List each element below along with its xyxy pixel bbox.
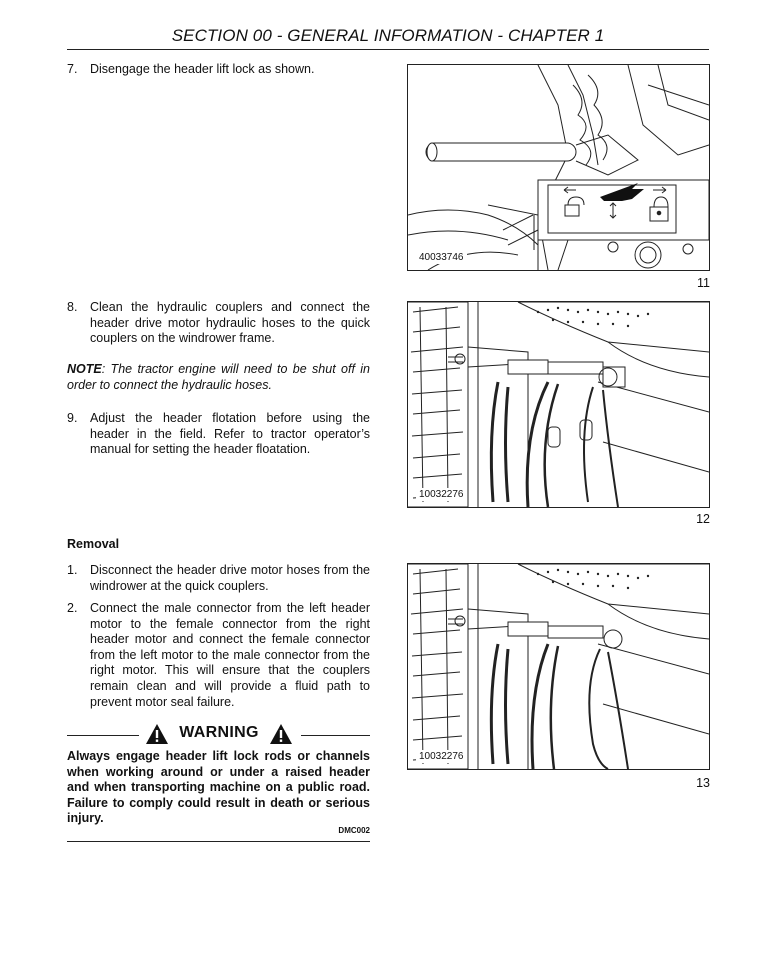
warning-code: DMC002 (338, 826, 370, 835)
removal-step-1 (67, 563, 370, 594)
warning-label: WARNING (179, 724, 259, 741)
page-header: SECTION 00 - GENERAL INFORMATION - CHAPTER 1 (67, 26, 709, 50)
hydraulic-couplers-drawing (408, 302, 709, 507)
warning-triangle-icon (145, 723, 169, 745)
figure-code: 10032276 (416, 488, 467, 501)
step-text: Adjust the header flotation before using the header in the field. Refer to tractor operator’s manual for setting the header floatation. (90, 411, 370, 457)
figure-number: 11 (697, 276, 710, 290)
warning-text: Always engage header lift lock rods or channels when working around or under a raised header and when transporting machine on a public road. Failure to comply could result in death or serious injury. (67, 749, 370, 826)
step-text: Disconnect the header drive motor hoses from the windrower at the quick couplers. (90, 563, 370, 593)
figure-number: 13 (696, 776, 710, 790)
step-7 (67, 62, 370, 78)
figure-13-illustration (407, 563, 710, 770)
removal-step-2 (67, 601, 370, 710)
hydraulic-couplers-drawing (408, 564, 709, 769)
figure-code: 10032276 (416, 750, 467, 763)
warning-rule-left (67, 735, 139, 736)
note-text: : The tractor engine will need to be shut off in order to connect the hydraulic hoses. (67, 362, 370, 392)
warning-bottom-rule (67, 841, 370, 842)
step-number: 7. (67, 62, 78, 76)
warning-triangle-icon (269, 723, 293, 745)
warning-rule-right (301, 735, 370, 736)
step-number: 9. (67, 411, 78, 425)
note-label: NOTE (67, 362, 102, 376)
step-text: Clean the hydraulic couplers and connect the header drive motor hydraulic hoses to the quick couplers on the windrower frame. (90, 300, 370, 346)
step-9 (67, 411, 370, 458)
lift-lock-drawing (408, 65, 709, 270)
step-text: Connect the male connector from the left header motor to the female connector from the right header motor and connect the female connector from the left motor to the male connector from the right motor. This will ensure that the couplers remain clean and will provide a fluid path to prevent motor seal failure. (90, 601, 370, 709)
step-number: 1. (67, 563, 78, 577)
step-number: 2. (67, 601, 78, 615)
figure-number: 12 (696, 512, 710, 526)
figure-code: 40033746 (416, 251, 467, 264)
step-number: 8. (67, 300, 78, 314)
step-8 (67, 300, 370, 347)
note (67, 362, 370, 393)
figure-11-illustration (407, 64, 710, 271)
removal-heading: Removal (67, 537, 120, 551)
step-text: Disengage the header lift lock as shown. (90, 62, 315, 76)
figure-12-illustration (407, 301, 710, 508)
warning-title-bar (67, 723, 370, 747)
